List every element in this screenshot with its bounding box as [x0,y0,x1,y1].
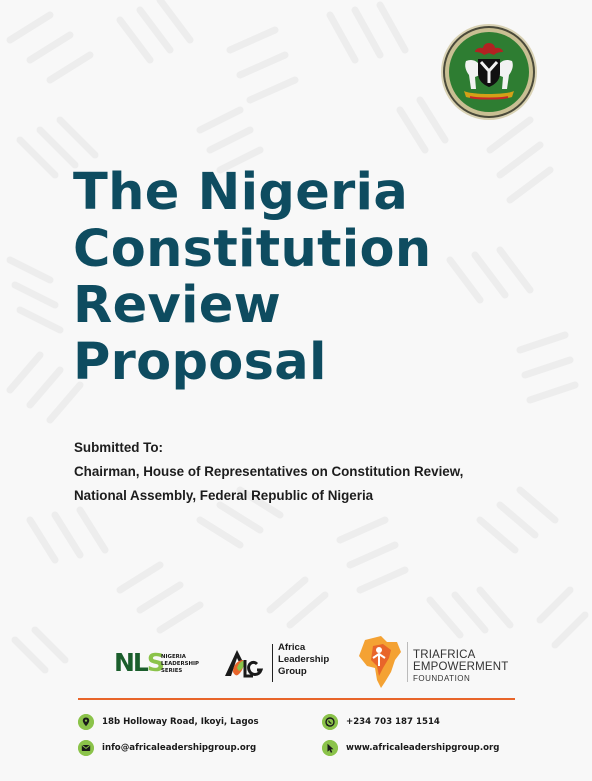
partner-logos [0,630,592,690]
address-text: 18b Holloway Road, Ikoyi, Lagos [102,717,259,727]
email-text: info@africaleadershipgroup.org [102,743,257,753]
location-pin-icon [78,714,94,730]
triafrica-logo [357,634,527,690]
africa-map-icon [357,634,403,690]
alg-logo-text: Africa Leadership Group [278,642,330,677]
recipient-line: Chairman, House of Representatives on Constitution Review, [74,464,464,479]
document-title [73,165,513,391]
footer-divider [78,698,515,700]
nls-logo-mark: NLS [114,648,163,677]
phone-text: +234 703 187 1514 [346,717,440,727]
triafrica-logo-text: TRIAFRICA EMPOWERMENT FOUNDATION [413,649,509,683]
nls-logo-text: NIGERIA LEADERSHIP SERIES [161,654,199,674]
alg-logo-mark [223,646,271,680]
submitted-to-label: Submitted To: [74,440,164,455]
nls-logo [114,648,214,678]
triafrica-divider [407,642,408,682]
alg-logo [223,640,343,686]
title-line: Proposal [73,332,327,392]
title-line: Constitution [73,219,432,279]
whatsapp-icon [322,714,338,730]
submitted-to-block [74,436,544,508]
title-line: The Nigeria [73,163,409,222]
mail-icon [78,740,94,756]
cursor-icon [322,740,338,756]
title-line: Review [73,276,282,335]
coat-of-arms-seal [440,23,538,121]
alg-divider [272,644,273,682]
website-text: www.africaleadershipgroup.org [346,743,500,753]
recipient-line: National Assembly, Federal Republic of Nigeria [74,488,374,503]
